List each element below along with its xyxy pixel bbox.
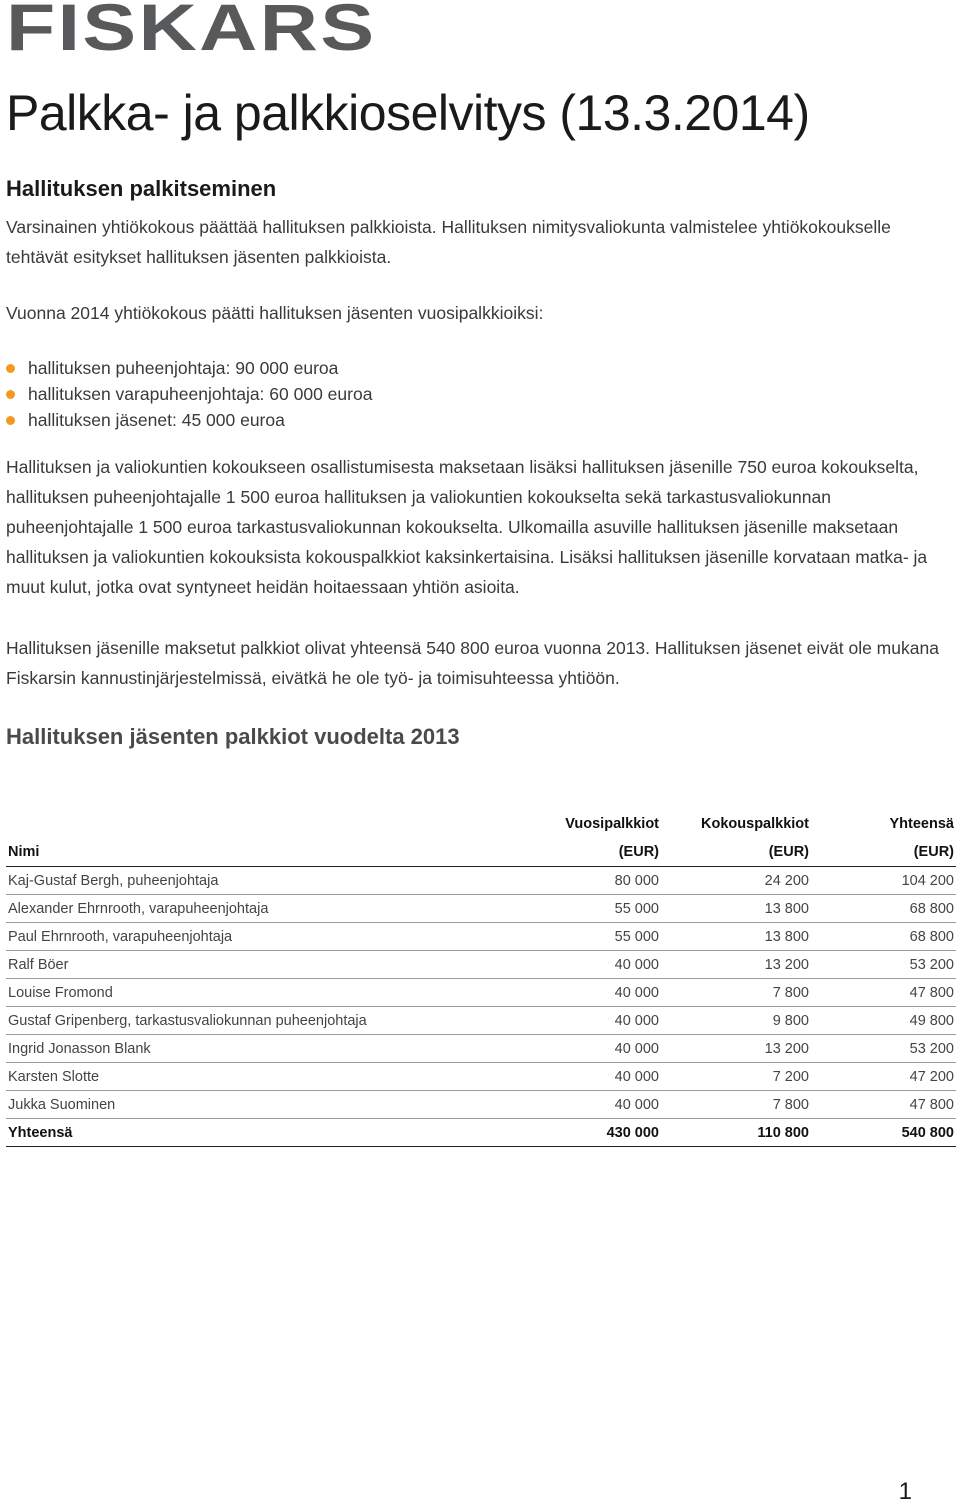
section-heading-2013-fees: Hallituksen jäsenten palkkiot vuodelta 2013 — [6, 724, 460, 749]
table-header-row — [6, 810, 956, 838]
table-header-row — [6, 838, 956, 867]
total-label: Yhteensä — [6, 1119, 496, 1147]
cell-total: 53 200 — [811, 951, 956, 979]
column-header-annual-fees: Vuosipalkkiot — [565, 816, 659, 832]
table-row — [6, 1091, 956, 1119]
bullet-dot-icon — [6, 390, 15, 399]
paragraph-total-2013: Hallituksen jäsenille maksetut palkkiot olivat yhteensä 540 800 euroa vuonna 2013. Hallituksen jäsenet eivät ole mukana Fiskarsin kannustinjärjestelmissä, eivätkä he ole työ- ja toimisuhteessa yhtiöön. — [6, 638, 939, 688]
total-sum: 540 800 — [811, 1119, 956, 1147]
column-header-unit: (EUR) — [496, 838, 661, 867]
column-header-name: Nimi — [6, 838, 496, 867]
page-number: 1 — [898, 1478, 912, 1505]
column-header-meeting-fees: Kokouspalkkiot — [701, 816, 809, 832]
paragraph-2014-decision: Vuonna 2014 yhtiökokous päätti hallituksen jäsenten vuosipalkkioiksi: — [6, 303, 544, 323]
cell-total: 68 800 — [811, 923, 956, 951]
table-row — [6, 1007, 956, 1035]
cell-annual-fee: 40 000 — [496, 1091, 661, 1119]
table-row — [6, 1063, 956, 1091]
cell-meeting-fee: 13 200 — [661, 951, 811, 979]
cell-annual-fee: 55 000 — [496, 895, 661, 923]
cell-annual-fee: 55 000 — [496, 923, 661, 951]
cell-total: 104 200 — [811, 867, 956, 895]
column-header — [6, 810, 496, 838]
cell-total: 49 800 — [811, 1007, 956, 1035]
cell-name: Jukka Suominen — [6, 1091, 496, 1119]
section-heading-board-remuneration: Hallituksen palkitseminen — [6, 176, 277, 201]
cell-annual-fee: 40 000 — [496, 979, 661, 1007]
table-row — [6, 979, 956, 1007]
list-item: hallituksen puheenjohtaja: 90 000 euroa — [6, 355, 372, 381]
cell-name: Paul Ehrnrooth, varapuheenjohtaja — [6, 923, 496, 951]
list-item: hallituksen jäsenet: 45 000 euroa — [6, 407, 372, 433]
cell-annual-fee: 40 000 — [496, 1007, 661, 1035]
cell-name: Karsten Slotte — [6, 1063, 496, 1091]
board-fees-table — [6, 810, 956, 1147]
cell-meeting-fee: 7 800 — [661, 979, 811, 1007]
table-row — [6, 867, 956, 895]
paragraph-meeting-fees: Hallituksen ja valiokuntien kokoukseen osallistumisesta maksetaan lisäksi hallituksen jäsenille 750 euroa kokoukselta, hallituksen puheenjohtajalle 1 500 euroa hallituksen ja valiokuntien kokoukselta sekä tarkastusvaliokunnan puheenjohtajalle 1 500 euroa tarkastusvaliokunnan kokoukselta. Ulkomailla asuville hallituksen jäsenille maksetaan hallituksen ja valiokuntien kokouksista kokouspalkkiot kaksinkertaisina. Lisäksi hallituksen jäsenille korvataan matka- ja muut kulut, jotka ovat syntyneet heidän hoitaessaan yhtiön asioita. — [6, 457, 928, 597]
cell-name: Ingrid Jonasson Blank — [6, 1035, 496, 1063]
total-meeting: 110 800 — [661, 1119, 811, 1147]
cell-name: Louise Fromond — [6, 979, 496, 1007]
cell-meeting-fee: 13 800 — [661, 895, 811, 923]
cell-meeting-fee: 24 200 — [661, 867, 811, 895]
cell-total: 47 800 — [811, 1091, 956, 1119]
list-item: hallituksen varapuheenjohtaja: 60 000 euroa — [6, 381, 372, 407]
table-row — [6, 923, 956, 951]
page-title: Palkka- ja palkkioselvitys (13.3.2014) — [6, 85, 810, 141]
cell-annual-fee: 40 000 — [496, 1035, 661, 1063]
cell-meeting-fee: 13 800 — [661, 923, 811, 951]
table-row — [6, 1035, 956, 1063]
cell-total: 47 200 — [811, 1063, 956, 1091]
cell-meeting-fee: 9 800 — [661, 1007, 811, 1035]
cell-name: Ralf Böer — [6, 951, 496, 979]
cell-annual-fee: 40 000 — [496, 951, 661, 979]
bullet-dot-icon — [6, 364, 15, 373]
fee-bullet-list — [6, 355, 372, 433]
table-total-row — [6, 1119, 956, 1147]
bullet-dot-icon — [6, 416, 15, 425]
cell-total: 53 200 — [811, 1035, 956, 1063]
cell-total: 68 800 — [811, 895, 956, 923]
cell-annual-fee: 40 000 — [496, 1063, 661, 1091]
total-annual: 430 000 — [496, 1119, 661, 1147]
column-header-unit: (EUR) — [661, 838, 811, 867]
table-row — [6, 951, 956, 979]
paragraph-intro: Varsinainen yhtiökokous päättää hallituksen palkkioista. Hallituksen nimitysvaliokunta valmistelee yhtiökokoukselle tehtävät esitykset hallituksen jäsenten palkkioista. — [6, 217, 891, 267]
cell-total: 47 800 — [811, 979, 956, 1007]
cell-meeting-fee: 7 800 — [661, 1091, 811, 1119]
cell-name: Alexander Ehrnrooth, varapuheenjohtaja — [6, 895, 496, 923]
cell-meeting-fee: 7 200 — [661, 1063, 811, 1091]
table-row — [6, 895, 956, 923]
cell-name: Gustaf Gripenberg, tarkastusvaliokunnan puheenjohtaja — [6, 1007, 496, 1035]
cell-annual-fee: 80 000 — [496, 867, 661, 895]
cell-meeting-fee: 13 200 — [661, 1035, 811, 1063]
column-header-unit: (EUR) — [811, 838, 956, 867]
cell-name: Kaj-Gustaf Bergh, puheenjohtaja — [6, 867, 496, 895]
column-header-total: Yhteensä — [889, 816, 954, 832]
fiskars-logo: FISKARS — [6, 0, 377, 64]
